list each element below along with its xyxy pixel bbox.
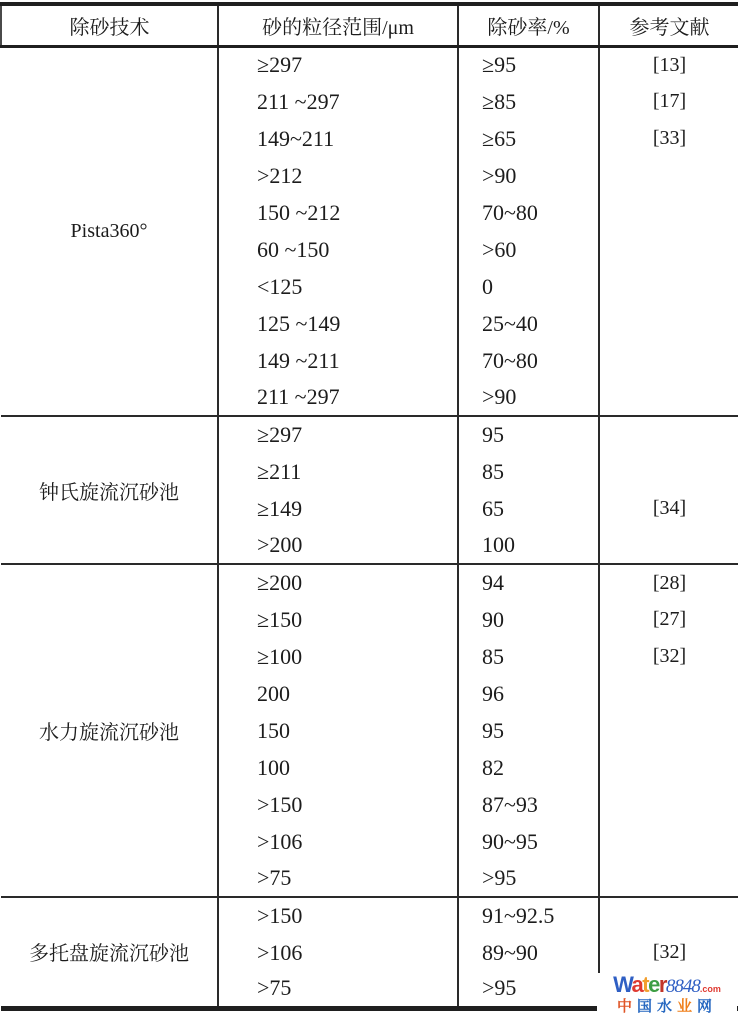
- section-0: [1, 46, 738, 416]
- particle-size-value: >106: [218, 934, 458, 971]
- removal-rate-value: 65: [458, 490, 599, 527]
- grit-removal-table: [0, 2, 738, 1011]
- particle-size-value: >150: [218, 897, 458, 934]
- removal-rate-value: 70~80: [458, 342, 599, 379]
- particle-size-value: 200: [218, 675, 458, 712]
- watermark-tagline-char: 业: [677, 998, 698, 1015]
- particle-size-value: ≥149: [218, 490, 458, 527]
- reference-value: [599, 342, 738, 379]
- removal-rate-value: 25~40: [458, 305, 599, 342]
- reference-value: [599, 860, 738, 897]
- particle-size-value: 211 ~297: [218, 379, 458, 416]
- particle-size-value: >75: [218, 971, 458, 1008]
- table-row: [1, 416, 738, 453]
- removal-rate-value: 90~95: [458, 823, 599, 860]
- removal-rate-value: ≥65: [458, 120, 599, 157]
- reference-value: [33]: [599, 120, 738, 157]
- particle-size-value: >106: [218, 823, 458, 860]
- particle-size-value: 150: [218, 712, 458, 749]
- technology-name: 多托盘旋流沉砂池: [29, 943, 189, 966]
- reference-value: [599, 675, 738, 712]
- removal-rate-value: 85: [458, 638, 599, 675]
- removal-rate-value: ≥95: [458, 46, 599, 83]
- watermark-letter: W: [613, 972, 632, 997]
- removal-rate-value: 89~90: [458, 934, 599, 971]
- header-row: [1, 4, 738, 46]
- removal-rate-value: 94: [458, 564, 599, 601]
- reference-value: [27]: [599, 601, 738, 638]
- reference-value: [599, 527, 738, 564]
- reference-value: [599, 157, 738, 194]
- removal-rate-value: >90: [458, 157, 599, 194]
- water8848-watermark: [597, 973, 737, 1016]
- header-particle-size: 砂的粒径范围/μm: [218, 4, 458, 46]
- particle-size-value: 149~211: [218, 120, 458, 157]
- technology-name: Pista360°: [70, 219, 148, 242]
- removal-rate-value: ≥85: [458, 83, 599, 120]
- removal-rate-value: 96: [458, 675, 599, 712]
- removal-rate-value: 95: [458, 416, 599, 453]
- reference-value: [13]: [599, 46, 738, 83]
- removal-rate-value: 91~92.5: [458, 897, 599, 934]
- reference-value: [599, 194, 738, 231]
- watermark-number: 8848: [665, 976, 700, 997]
- section-2: [1, 564, 738, 897]
- reference-value: [599, 712, 738, 749]
- removal-rate-value: 87~93: [458, 786, 599, 823]
- header-technology: 除砂技术: [1, 4, 218, 46]
- removal-rate-value: 100: [458, 527, 599, 564]
- particle-size-value: ≥297: [218, 46, 458, 83]
- removal-rate-value: 70~80: [458, 194, 599, 231]
- removal-rate-value: >90: [458, 379, 599, 416]
- watermark-tagline-char: 国: [636, 998, 657, 1015]
- reference-value: [32]: [599, 934, 738, 971]
- particle-size-value: 125 ~149: [218, 305, 458, 342]
- removal-rate-value: 85: [458, 453, 599, 490]
- particle-size-value: 211 ~297: [218, 83, 458, 120]
- particle-size-value: ≥297: [218, 416, 458, 453]
- removal-rate-value: >95: [458, 860, 599, 897]
- table-row: [1, 897, 738, 934]
- header-removal-rate: 除砂率/%: [458, 4, 599, 46]
- particle-size-value: ≥200: [218, 564, 458, 601]
- removal-rate-value: 0: [458, 268, 599, 305]
- reference-value: [599, 823, 738, 860]
- watermark-tagline: [597, 999, 737, 1014]
- watermark-letter: e: [648, 972, 659, 997]
- watermark-letter: r: [658, 972, 666, 997]
- table-row: [1, 46, 738, 83]
- watermark-letter: t: [642, 972, 649, 997]
- reference-value: [34]: [599, 490, 738, 527]
- reference-value: [599, 786, 738, 823]
- removal-rate-value: 90: [458, 601, 599, 638]
- reference-value: [17]: [599, 83, 738, 120]
- particle-size-value: 149 ~211: [218, 342, 458, 379]
- watermark-tld: .com: [699, 984, 721, 994]
- reference-value: [599, 453, 738, 490]
- particle-size-value: <125: [218, 268, 458, 305]
- reference-value: [32]: [599, 638, 738, 675]
- particle-size-value: >75: [218, 860, 458, 897]
- particle-size-value: >212: [218, 157, 458, 194]
- section-1: [1, 416, 738, 564]
- reference-value: [28]: [599, 564, 738, 601]
- particle-size-value: ≥100: [218, 638, 458, 675]
- watermark-tagline-char: 网: [697, 998, 718, 1015]
- particle-size-value: 100: [218, 749, 458, 786]
- reference-value: [599, 305, 738, 342]
- particle-size-value: 60 ~150: [218, 231, 458, 268]
- removal-rate-value: 95: [458, 712, 599, 749]
- watermark-brand-line: [597, 974, 737, 996]
- technology-name: 钟氏旋流沉砂池: [39, 481, 179, 504]
- particle-size-value: 150 ~212: [218, 194, 458, 231]
- removal-rate-value: >95: [458, 971, 599, 1008]
- reference-value: [599, 749, 738, 786]
- reference-value: [599, 897, 738, 934]
- watermark-tagline-char: 水: [656, 998, 677, 1015]
- table-header: [1, 4, 738, 46]
- particle-size-value: ≥150: [218, 601, 458, 638]
- particle-size-value: ≥211: [218, 453, 458, 490]
- watermark-brand: [613, 972, 666, 997]
- particle-size-value: >200: [218, 527, 458, 564]
- reference-value: [599, 268, 738, 305]
- header-references: 参考文献: [599, 4, 738, 46]
- technology-name: 水力旋流沉砂池: [39, 722, 179, 744]
- reference-value: [599, 231, 738, 268]
- table-row: [1, 564, 738, 601]
- particle-size-value: >150: [218, 786, 458, 823]
- reference-value: [599, 416, 738, 453]
- removal-rate-value: >60: [458, 231, 599, 268]
- removal-rate-value: 82: [458, 749, 599, 786]
- watermark-letter: a: [631, 972, 643, 997]
- watermark-tagline-char: 中: [616, 998, 637, 1015]
- reference-value: [599, 379, 738, 416]
